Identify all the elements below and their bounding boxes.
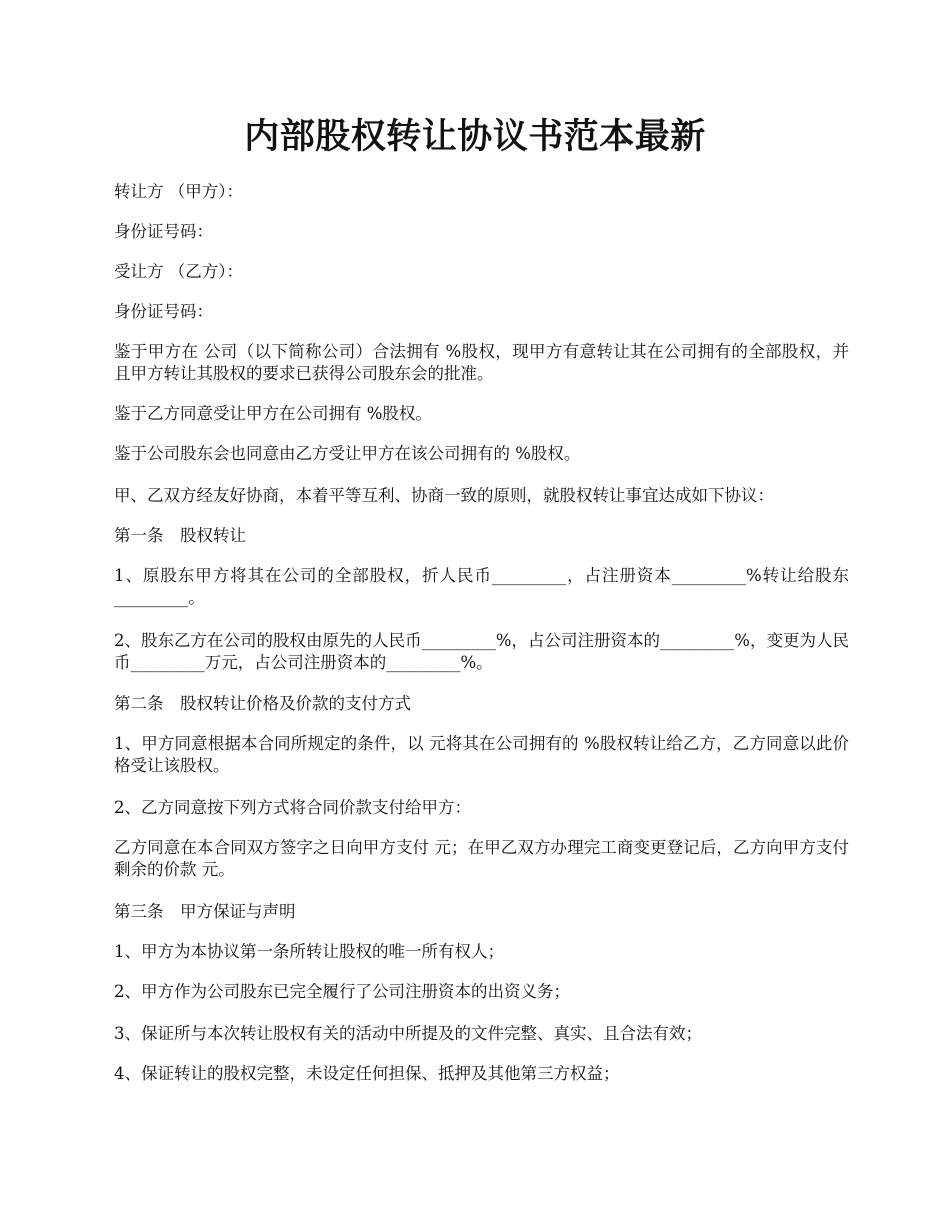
- transferor-line: 转让方 （甲方）：: [114, 182, 243, 201]
- transferee-id-line: 身份证号码：: [114, 302, 213, 321]
- article-1-clause-2: 2、股东乙方在公司的股权由原先的人民币_________%，占公司注册资本的_________%，变更为人民币_________万元，占公司注册资本的_________%。: [114, 631, 849, 672]
- article-3-clause-1: 1、甲方为本协议第一条所转让股权的唯一所有权人；: [114, 942, 504, 961]
- article-3-clause-2: 2、甲方作为公司股东已完全履行了公司注册资本的出资义务；: [114, 982, 570, 1001]
- transferee-line: 受让方 （乙方）：: [114, 262, 243, 281]
- transferor-id-line: 身份证号码：: [114, 222, 213, 241]
- recital-paragraph-3: 鉴于公司股东会也同意由乙方受让甲方在该公司拥有的 %股权。: [114, 444, 581, 463]
- article-2-payment-terms: 乙方同意在本合同双方签字之日向甲方支付 元；在甲乙双方办理完工商变更登记后，乙方向甲方支付剩余的价款 元。: [114, 838, 849, 879]
- recital-paragraph-1: 鉴于甲方在 公司（以下简称公司）合法拥有 %股权，现甲方有意转让其在公司拥有的全部股权，并且甲方转让其股权的要求已获得公司股东会的批准。: [114, 342, 849, 383]
- article-2-clause-2: 2、乙方同意按下列方式将合同价款支付给甲方：: [114, 798, 471, 817]
- article-3-heading: 第三条 甲方保证与声明: [114, 902, 296, 921]
- article-3-clause-4: 4、保证转让的股权完整，未设定任何担保、抵押及其他第三方权益；: [114, 1064, 620, 1083]
- agreement-intro-paragraph: 甲、乙双方经友好协商，本着平等互利、协商一致的原则，就股权转让事宜达成如下协议：: [114, 486, 774, 505]
- recital-paragraph-2: 鉴于乙方同意受让甲方在公司拥有 %股权。: [114, 404, 432, 423]
- document-title: 内部股权转让协议书范本最新: [244, 116, 706, 157]
- article-1-clause-1: 1、原股东甲方将其在公司的全部股权，折人民币_________，占注册资本_________%转让给股东_________。: [114, 566, 849, 607]
- article-3-clause-3: 3、保证所与本次转让股权有关的活动中所提及的文件完整、真实、且合法有效；: [114, 1024, 702, 1043]
- article-2-heading: 第二条 股权转让价格及价款的支付方式: [114, 694, 411, 713]
- article-2-clause-1: 1、甲方同意根据本合同所规定的条件，以 元将其在公司拥有的 %股权转让给乙方，乙方同意以此价格受让该股权。: [114, 734, 849, 775]
- article-1-heading: 第一条 股权转让: [114, 526, 246, 545]
